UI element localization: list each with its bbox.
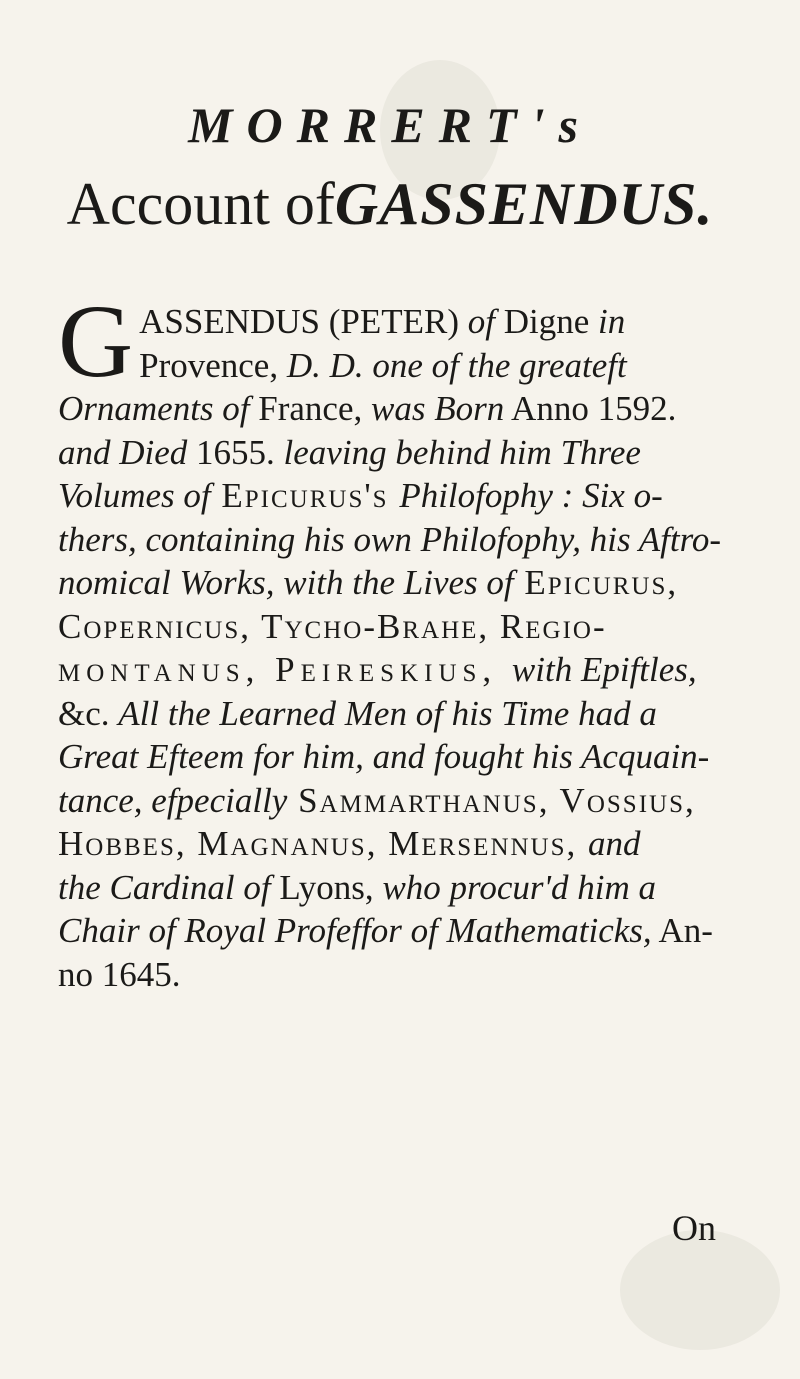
catchword: On xyxy=(672,1208,716,1248)
text-line: Volumes of Epicurus's Philofophy : Six o- xyxy=(58,476,663,515)
header-subject xyxy=(0,169,800,239)
running-header xyxy=(0,95,800,239)
text-line: no 1645. xyxy=(58,954,181,994)
text-line: Chair of Royal Profeffor of Mathematicks, An- xyxy=(58,911,713,950)
text-line: Copernicus, Tycho-Brahe, Regio- xyxy=(58,606,607,646)
text-line: &c. All the Learned Men of his Time had a xyxy=(58,693,657,733)
entry-text xyxy=(58,284,758,996)
text-line: montanus, Peireskius, with Epiftles, xyxy=(58,650,697,689)
text-line: and Died 1655. leaving behind him Three xyxy=(58,432,641,472)
header-name: GASSENDUS. xyxy=(334,171,714,237)
text-line: thers, containing his own Philofophy, his Aftro- xyxy=(58,519,722,559)
text-line: nomical Works, with the Lives of Epicurus, xyxy=(58,563,679,602)
header-prefix: Account of xyxy=(66,171,335,237)
text-line: the Cardinal of Lyons, who procur'd him a xyxy=(58,867,656,907)
header-author: MORRERT's xyxy=(188,97,592,153)
text-line: Great Efteem for him, and fought his Acquain- xyxy=(58,737,710,776)
text-line: ASSENDUS (PETER) of Digne in xyxy=(139,302,626,341)
text-line: Hobbes, Magnanus, Mersennus, and xyxy=(58,824,641,863)
text-line: Ornaments of France, was Born Anno 1592. xyxy=(58,389,677,428)
text-line: Provence, D. D. one of the greateft xyxy=(139,345,627,385)
text-line: tance, efpecially Sammarthanus, Vossius, xyxy=(58,780,696,820)
drop-cap: G xyxy=(58,284,134,399)
